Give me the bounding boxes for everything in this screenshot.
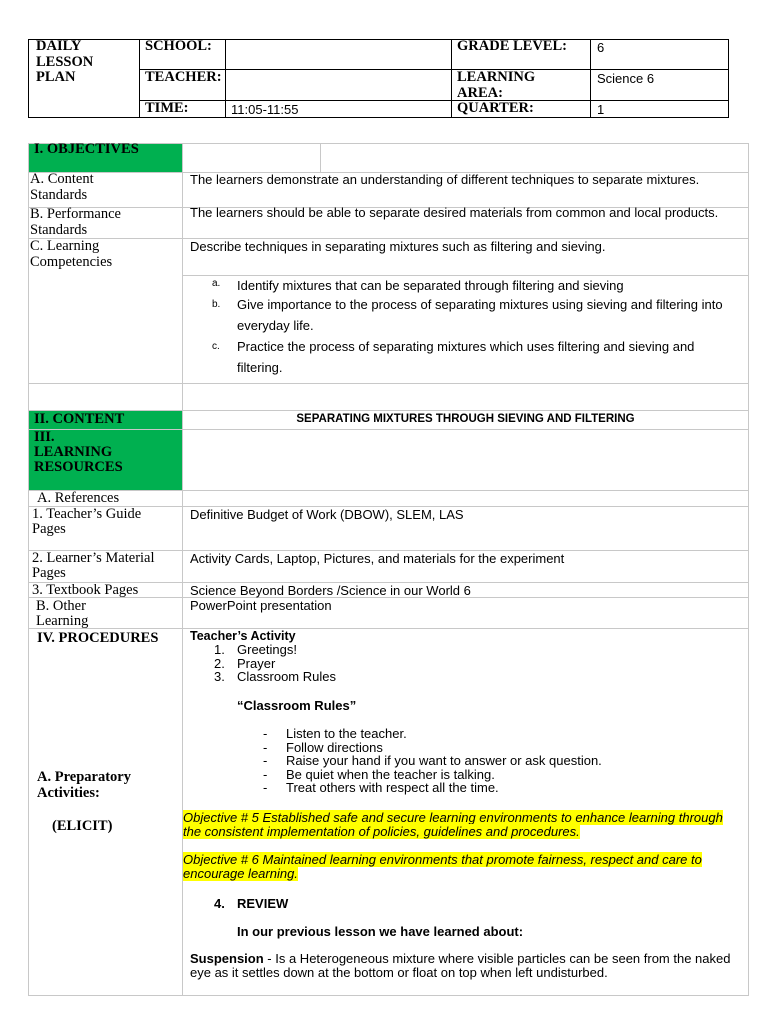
lm-label: 2. Learner’s Material Pages: [32, 550, 155, 581]
objectives-heading: I. OBJECTIVES: [34, 141, 139, 157]
quarter-value: 1: [597, 102, 605, 117]
area-value: Science 6: [597, 71, 655, 86]
tb-value: Science Beyond Borders /Science in our World 6: [190, 583, 471, 598]
suspension-term: Suspension: [190, 951, 264, 966]
specific-b-marker: b.: [212, 299, 221, 310]
objective-6-text: Objective # 6 Maintained learning environments that promote fairness, respect and care to encourage learning.: [183, 852, 702, 881]
content-standards-label: [30, 172, 145, 203]
review-num: 4.: [214, 896, 225, 911]
time-value: 11:05-11:55: [231, 102, 299, 117]
content-topic: SEPARATING MIXTURES THROUGH SIEVING AND FILTERING: [296, 413, 635, 425]
header-title: DAILY LESSON PLAN: [36, 38, 94, 85]
step-1-text: Greetings!: [237, 642, 297, 657]
tg-value: Definitive Budget of Work (DBOW), SLEM, LAS: [190, 507, 464, 522]
content-heading: II. CONTENT: [34, 411, 125, 427]
suspension-def-text: - Is a Heterogeneous mixture where visible particles can be seen from the naked eye as it settles down at the bottom or float on top when left undisturbed.: [190, 951, 731, 980]
teacher-activity-heading: Teacher’s Activity: [190, 629, 296, 643]
previous-lesson-text: In our previous lesson we have learned about:: [237, 924, 524, 939]
specific-c-marker: c.: [212, 341, 220, 352]
step-3-num: 3.: [214, 669, 225, 684]
tb-label: 3. Textbook Pages: [32, 582, 139, 598]
performance-label: B. Performance Standards: [30, 206, 121, 238]
objective-5-note: [183, 811, 743, 839]
resources-heading-text: III. LEARNING RESOURCES: [34, 429, 123, 475]
step-2-num: 2.: [214, 655, 225, 671]
specific-a-marker: a.: [212, 278, 221, 289]
area-label: LEARNING AREA:: [457, 69, 536, 101]
content-standards-text: The learners demonstrate an understanding of different techniques to separate mixtures.: [190, 172, 700, 187]
school-label: SCHOOL:: [145, 38, 212, 54]
resources-heading: [34, 429, 123, 475]
rule-4: Be quiet when the teacher is talking.: [286, 766, 495, 782]
grade-value: 6: [597, 40, 605, 55]
specific-a-text: Identify mixtures that can be separated through filtering and sieving: [237, 278, 624, 293]
step-1-num: 1.: [214, 642, 225, 657]
objective-5-text: Objective # 5 Established safe and secure learning environments to enhance learning through the consistent implementation of policies, guidelines and procedures.: [183, 810, 723, 839]
specific-b-text: Give importance to the process of separating mixtures using sieving and filtering into everyday life.: [237, 297, 723, 333]
rules-title: “Classroom Rules”: [237, 698, 357, 713]
objective-6-note: [183, 853, 743, 881]
competencies-text: Describe techniques in separating mixtures such as filtering and sieving.: [190, 239, 606, 254]
competencies-label: C. Learning Competencies: [30, 238, 113, 270]
performance-text: The learners should be able to separate desired materials from common and local products.: [190, 205, 719, 220]
rule-5: Treat others with respect all the time.: [286, 780, 499, 795]
tg-label: 1. Teacher’s Guide Pages: [32, 506, 142, 537]
other-label: B. Other Learning: [36, 598, 89, 629]
teacher-label: TEACHER:: [145, 69, 222, 85]
review-label: REVIEW: [237, 896, 289, 911]
suspension-definition: [190, 952, 746, 980]
rule-3: Raise your hand if you want to answer or ask question.: [286, 753, 602, 768]
elicit-label: (ELICIT): [52, 818, 113, 834]
other-value: PowerPoint presentation: [190, 598, 332, 613]
references-label: A. References: [37, 490, 120, 506]
content-standards-label-text: A. Content Standards: [30, 171, 94, 203]
procedures-heading: IV. PROCEDURES: [37, 630, 159, 646]
lm-value: Activity Cards, Laptop, Pictures, and materials for the experiment: [190, 551, 565, 566]
rule-2: Follow directions: [286, 739, 383, 755]
grade-label: GRADE LEVEL:: [457, 38, 567, 54]
specific-c-text: Practice the process of separating mixtures which uses filtering and sieving and filtering.: [237, 339, 695, 375]
step-2-text: Prayer: [237, 655, 276, 671]
rule-1: Listen to the teacher.: [286, 726, 407, 741]
step-3-text: Classroom Rules: [237, 669, 336, 684]
prep-label: A. Preparatory Activities:: [37, 769, 131, 801]
time-label: TIME:: [145, 100, 189, 116]
quarter-label: QUARTER:: [457, 100, 534, 116]
